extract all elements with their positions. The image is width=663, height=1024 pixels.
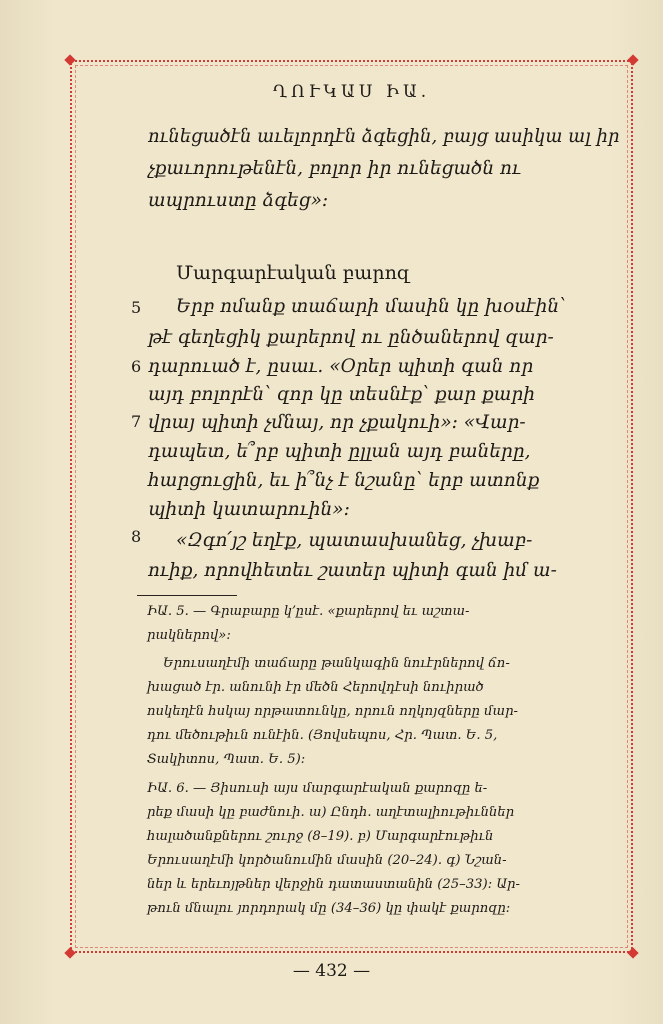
footnote-line: թուն մնալու յորդորակ մը (34–36) կը փակէ քարոզը։ (147, 901, 511, 916)
text-line: հարցուցին, եւ ի՞նչ է նշանը՝ երբ ատոնք (148, 470, 540, 491)
text-line: ուիք, որովհետեւ շատեր պիտի գան իմ ա- (148, 560, 557, 581)
section-title: Մարգարէական բարոզ (176, 262, 410, 284)
footnote-line: ԻԱ. 5. — Գրաբարը կ՚ըսէ. «քարերով եւ աշտա- (147, 604, 470, 619)
verse-number: 8 (131, 527, 142, 546)
footnote-line: խացած էր. անունի էր մեծն Հերովդէսի նուիրած (147, 680, 484, 695)
footnote-line: րակներով»։ (147, 628, 231, 643)
footnote-line: ներ և երեւոյթներ վերջին դատաստանին (25–33)։ Ար- (147, 877, 521, 892)
footnote-line: Երուսաղէմի կործանումին մասին (20–24). գ) Նշան- (147, 853, 507, 868)
text-line: դապետ, ե՞րբ պիտի ըլլան այդ բաները, (148, 441, 531, 462)
footnote-line: հալածանքներու շուրջ (8–19). բ) Մարգարէութիւն (147, 829, 494, 844)
text-line: ապրուստը ձգեց»։ (148, 190, 329, 211)
footnote-line: ոսկեղէն հսկայ որթատունկը, որուն ողկոյզները մար- (147, 704, 519, 719)
footnote-separator (137, 595, 237, 596)
verse-number: 5 (131, 298, 142, 317)
footnote-line: րեք մասի կը բաժնուի. ա) Ընդհ. աղէտալիութիւններ (147, 805, 515, 820)
text-line: ունեցածէն աւելորդէն ձգեցին, բայց ասիկա ալ իր (148, 126, 620, 147)
text-line: «Զգո՛յշ եղէք, պատասխանեց, չխաբ- (176, 530, 533, 551)
text-line: չքաւորութենէն, բոլոր իր ունեցածն ու (148, 158, 521, 179)
text-line: այդ բոլորէն՝ զոր կը տեսնէք՝ քար քարի (148, 384, 535, 405)
text-line: պիտի կատարուին»։ (148, 499, 350, 520)
text-line: դարուած է, ըսաւ. «Օրեր պիտի գան որ (148, 356, 534, 377)
running-header: ՂՈՒԿԱՍ ԻԱ. (272, 82, 431, 102)
footnote-line: ԻԱ. 6. — Յիսուսի այս մարգարէական քարոզը ե- (147, 781, 488, 796)
footnote-line: դու մեծութիւն ունէին. (Յովսեպոս, Հր. Պատ. Ե. 5, (147, 728, 498, 743)
page-number: — 432 — (292, 961, 371, 981)
verse-number: 7 (131, 412, 142, 431)
text-line: վրայ պիտի չմնայ, որ չքակուի»։ «Վար- (148, 412, 526, 433)
footnote-line: Երուսաղէմի տաճարը թանկագին նուէրներով ճո- (163, 656, 510, 671)
text-line: թէ գեղեցիկ քարերով ու ընծաներով զար- (148, 327, 554, 348)
footnote-line: Տակիտոս, Պատ. Ե. 5)։ (147, 752, 306, 767)
verse-number: 6 (131, 357, 142, 376)
text-line: Երբ ոմանք տաճարի մասին կը խօսէին՝ (176, 296, 566, 317)
